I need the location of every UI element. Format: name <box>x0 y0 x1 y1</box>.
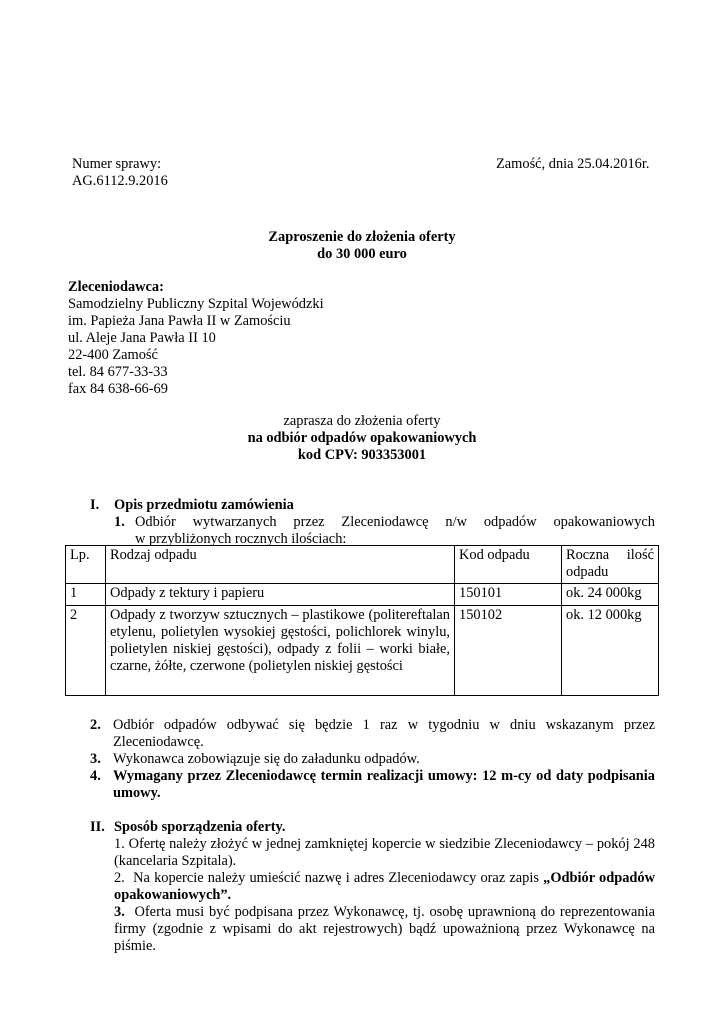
section1-numeral: I. <box>90 497 100 513</box>
section2-heading: Sposób sporządzenia oferty. <box>114 819 286 835</box>
cell-waste-code: 150101 <box>455 584 562 606</box>
section1-item1-text: Odbiór wytwarzanych przez Zleceniodawcę n/w odpadów opakowaniowych <box>135 514 655 530</box>
case-label: Numer sprawy: <box>72 156 162 172</box>
cell-waste-type: Odpady z tektury i papieru <box>106 584 455 606</box>
section1-item1-number: 1. <box>114 514 125 530</box>
cell-waste-type: Odpady z tworzyw sztucznych – plastikowe (politereftalan etylenu, polietylen wysokiej gęstości, polichlorek winylu, polietylen niskiej gęstości), odpady z folii – worki białe, czarne, żółte, czerwone (polietylen niskiej gęstości <box>106 606 455 696</box>
waste-table <box>65 545 659 696</box>
table-row <box>66 584 659 606</box>
section2-p1-text: Ofertę należy złożyć w jednej zamkniętej kopercie w siedzibie Zleceniodawcy – pokój 248 (kancelaria Szpitala). <box>114 836 655 869</box>
section2-p1-number: 1. <box>114 836 125 852</box>
invitation-line1: zaprasza do złożenia oferty <box>283 413 441 429</box>
case-number: AG.6112.9.2016 <box>72 173 168 189</box>
cell-annual-quantity: ok. 12 000kg <box>562 606 659 696</box>
section2-p3-number: 3. <box>114 904 125 920</box>
section1-item4-text: Wymagany przez Zleceniodawcę termin realizacji umowy: 12 m-cy od daty podpisania umowy. <box>113 768 655 801</box>
client-line: im. Papieża Jana Pawła II w Zamościu <box>68 313 291 329</box>
section1-item4-number: 4. <box>90 768 101 784</box>
cell-lp: 2 <box>66 606 106 696</box>
section2-paragraph2 <box>114 870 655 904</box>
client-line: Samodzielny Publiczny Szpital Wojewódzki <box>68 296 324 312</box>
section1-item3-text: Wykonawca zobowiązuje się do załadunku odpadów. <box>113 751 420 767</box>
client-line: ul. Aleje Jana Pawła II 10 <box>68 330 216 346</box>
table-header-row <box>66 546 659 584</box>
client-line: 22-400 Zamość <box>68 347 158 363</box>
section1-heading: Opis przedmiotu zamówienia <box>114 497 294 513</box>
client-heading: Zleceniodawca: <box>68 279 164 295</box>
section2-paragraph1 <box>114 836 655 870</box>
invitation-cpv: kod CPV: 903353001 <box>297 447 427 463</box>
client-line: fax 84 638-66-69 <box>68 381 168 397</box>
section1-item3-number: 3. <box>90 751 101 767</box>
invitation-line2: na odbiór odpadów opakowaniowych <box>247 430 477 446</box>
column-header-annual-quantity: Roczna ilość odpadu <box>562 546 659 584</box>
table-row <box>66 606 659 696</box>
client-line: tel. 84 677-33-33 <box>68 364 168 380</box>
document-title-line1: Zaproszenie do złożenia oferty <box>268 229 456 245</box>
section1-item2-number: 2. <box>90 717 101 733</box>
cell-waste-code: 150102 <box>455 606 562 696</box>
section2-p3-text: Oferta musi być podpisana przez Wykonawcę, tj. osobę uprawnioną do reprezentowania firmy (zgodnie z wpisami do akt rejestrowych) bądź upoważnioną przez Wykonawcę na piśmie. <box>114 904 655 954</box>
cell-lp: 1 <box>66 584 106 606</box>
column-header-waste-code: Kod odpadu <box>455 546 562 584</box>
section2-numeral: II. <box>90 819 105 835</box>
section2-p2-number: 2. <box>114 870 125 886</box>
cell-annual-quantity: ok. 24 000kg <box>562 584 659 606</box>
column-header-waste-type: Rodzaj odpadu <box>106 546 455 584</box>
document-title-line2: do 30 000 euro <box>317 246 407 262</box>
section2-paragraph3 <box>114 904 655 955</box>
section1-item2-text: Odbiór odpadów odbywać się będzie 1 raz w tygodniu w dniu wskazanym przez Zleceniodawcę. <box>113 717 655 750</box>
column-header-lp: Lp. <box>66 546 106 584</box>
section2-p2-bold: „Odbiór odpadów opakowaniowych”. <box>114 870 655 903</box>
section2-p2-text: Na kopercie należy umieścić nazwę i adres Zleceniodawcy oraz zapis <box>133 870 539 886</box>
place-date: Zamość, dnia 25.04.2016r. <box>496 156 650 172</box>
section1-item1-text-cont: w przybliżonych rocznych ilościach: <box>135 531 347 547</box>
